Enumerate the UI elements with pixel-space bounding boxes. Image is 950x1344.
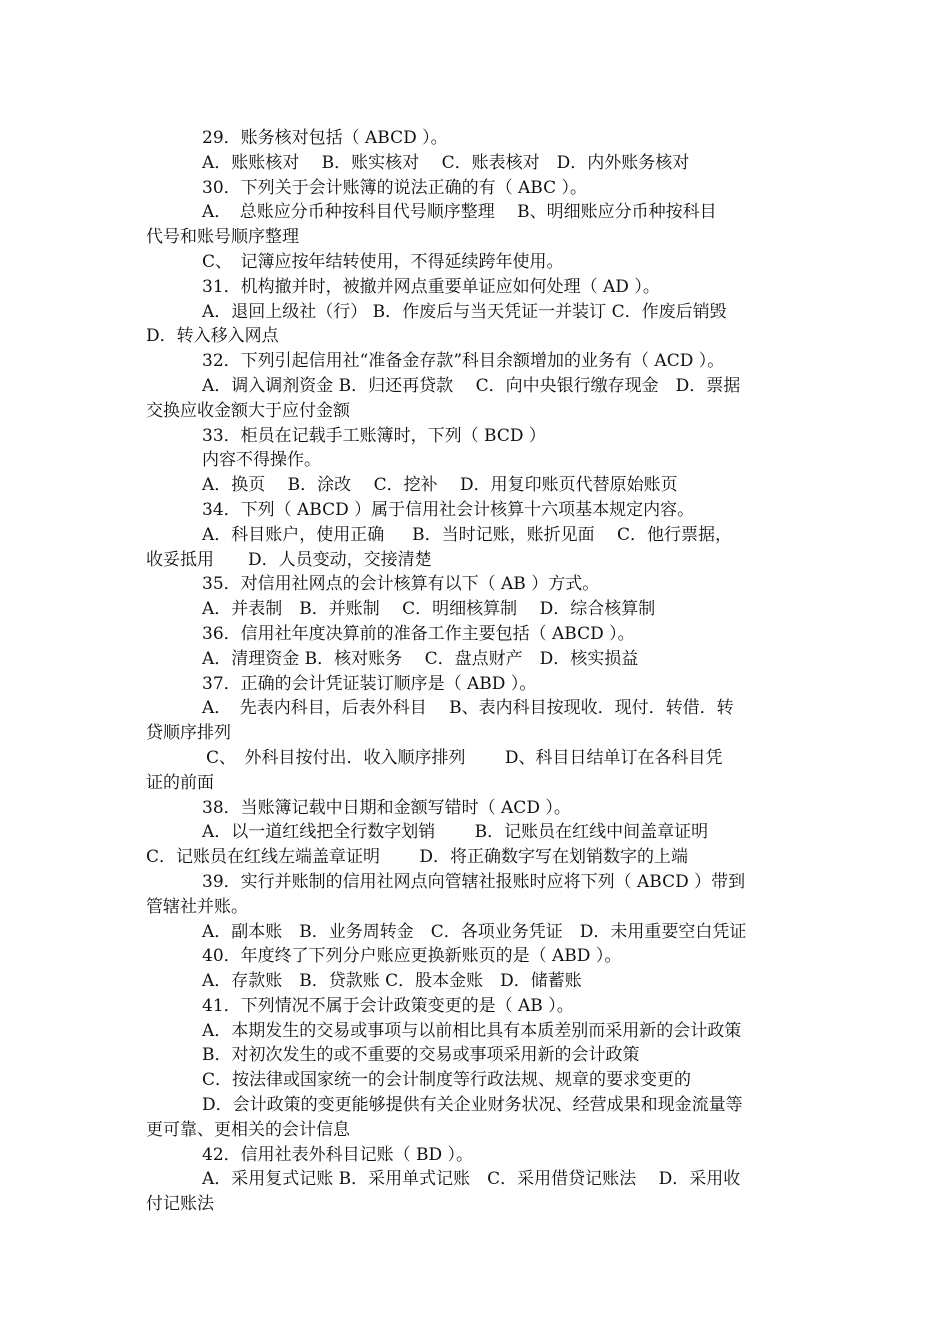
text-line: 36．信用社年度决算前的准备工作主要包括（ ABCD ）。 <box>202 623 635 644</box>
text-line: 29．账务核对包括（ ABCD ）。 <box>202 128 448 148</box>
text-line: A． 先表内科目，后表外科目 B、表内科目按现收．现付．转借．转 <box>202 698 734 719</box>
text-line: C．记账员在红线左端盖章证明 D．将正确数字写在划销数字的上端 <box>146 847 689 868</box>
text-line: 贷顺序排列 <box>146 723 231 744</box>
text-line: 代号和账号顺序整理 <box>146 227 299 248</box>
text-line: 内容不得操作。 <box>202 450 321 471</box>
text-line: D．转入移入网点 <box>146 326 279 347</box>
text-line: 35．对信用社网点的会计核算有以下（ AB ）方式。 <box>202 574 600 595</box>
text-line: 30．下列关于会计账簿的说法正确的有（ ABC ）。 <box>202 177 588 198</box>
text-line: A．采用复式记账 B．采用单式记账 C．采用借贷记账法 D．采用收 <box>202 1169 741 1190</box>
text-line: A．本期发生的交易或事项与以前相比具有本质差别而采用新的会计政策 <box>202 1020 742 1041</box>
text-line: 33．柜员在记载手工账簿时，下列（ BCD ） <box>202 425 546 446</box>
text-line: A．存款账 B．贷款账 C．股本金账 D．储蓄账 <box>202 971 582 992</box>
text-line: C．按法律或国家统一的会计制度等行政法规、规章的要求变更的 <box>202 1070 692 1091</box>
text-line: 41．下列情况不属于会计政策变更的是（ AB ）。 <box>202 995 574 1016</box>
text-line: 更可靠、更相关的会计信息 <box>146 1119 350 1140</box>
text-line: 42．信用社表外科目记账（ BD ）。 <box>202 1144 474 1165</box>
text-line: 37．正确的会计凭证装订顺序是（ ABD ）。 <box>202 673 537 694</box>
text-line: 31．机构撤并时，被撤并网点重要单证应如何处理（ AD ）。 <box>202 276 660 297</box>
text-line: A．以一道红线把全行数字划销 B．记账员在红线中间盖章证明 <box>202 822 709 843</box>
text-line: A．换页 B．涂改 C．挖补 D．用复印账页代替原始账页 <box>202 475 678 496</box>
document-body <box>146 126 810 1217</box>
text-line: A．科目账户，使用正确 B．当时记账，账折见面 C．他行票据， <box>202 524 732 545</box>
text-line: B．对初次发生的或不重要的交易或事项采用新的会计政策 <box>202 1045 640 1066</box>
text-line: 40．年度终了下列分户账应更换新账页的是（ ABD ）。 <box>202 946 622 967</box>
text-line: 32．下列引起信用社“准备金存款”科目余额增加的业务有（ ACD ）。 <box>202 351 725 372</box>
text-line: D．会计政策的变更能够提供有关企业财务状况、经营成果和现金流量等 <box>202 1095 743 1116</box>
text-line: A．副本账 B．业务周转金 C．各项业务凭证 D．未用重要空白凭证 <box>202 921 747 942</box>
text-line: 交换应收金额大于应付金额 <box>146 400 350 421</box>
text-line: 管辖社并账。 <box>146 896 248 917</box>
text-line: C、 外科目按付出．收入顺序排列 D、科目日结单订在各科目凭 <box>206 747 723 768</box>
text-line: A．调入调剂资金 B．归还再贷款 C．向中央银行缴存现金 D．票据 <box>202 375 741 396</box>
text-line: 付记账法 <box>146 1194 214 1215</box>
text-line: 证的前面 <box>146 772 214 793</box>
text-line: C、 记簿应按年结转使用，不得延续跨年使用。 <box>202 251 564 272</box>
text-line: A．账账核对 B．账实核对 C．账表核对 D．内外账务核对 <box>202 152 690 173</box>
text-line: 38．当账簿记载中日期和金额写错时（ ACD ）。 <box>202 797 571 818</box>
text-line: 34．下列（ ABCD ）属于信用社会计核算十六项基本规定内容。 <box>202 499 695 520</box>
text-line: 收妥抵用 D．人员变动，交接清楚 <box>146 549 432 570</box>
text-line: 39．实行并账制的信用社网点向管辖社报账时应将下列（ ABCD ）带到 <box>202 871 746 892</box>
text-line: A．并表制 B．并账制 C．明细核算制 D．综合核算制 <box>202 599 656 620</box>
text-line: A．清理资金 B．核对账务 C．盘点财产 D．核实损益 <box>202 648 639 669</box>
text-line: A．退回上级社（行） B．作废后与当天凭证一并装订 C．作废后销毁 <box>202 301 727 322</box>
text-line: A． 总账应分币种按科目代号顺序整理 B、明细账应分币种按科目 <box>202 202 717 223</box>
